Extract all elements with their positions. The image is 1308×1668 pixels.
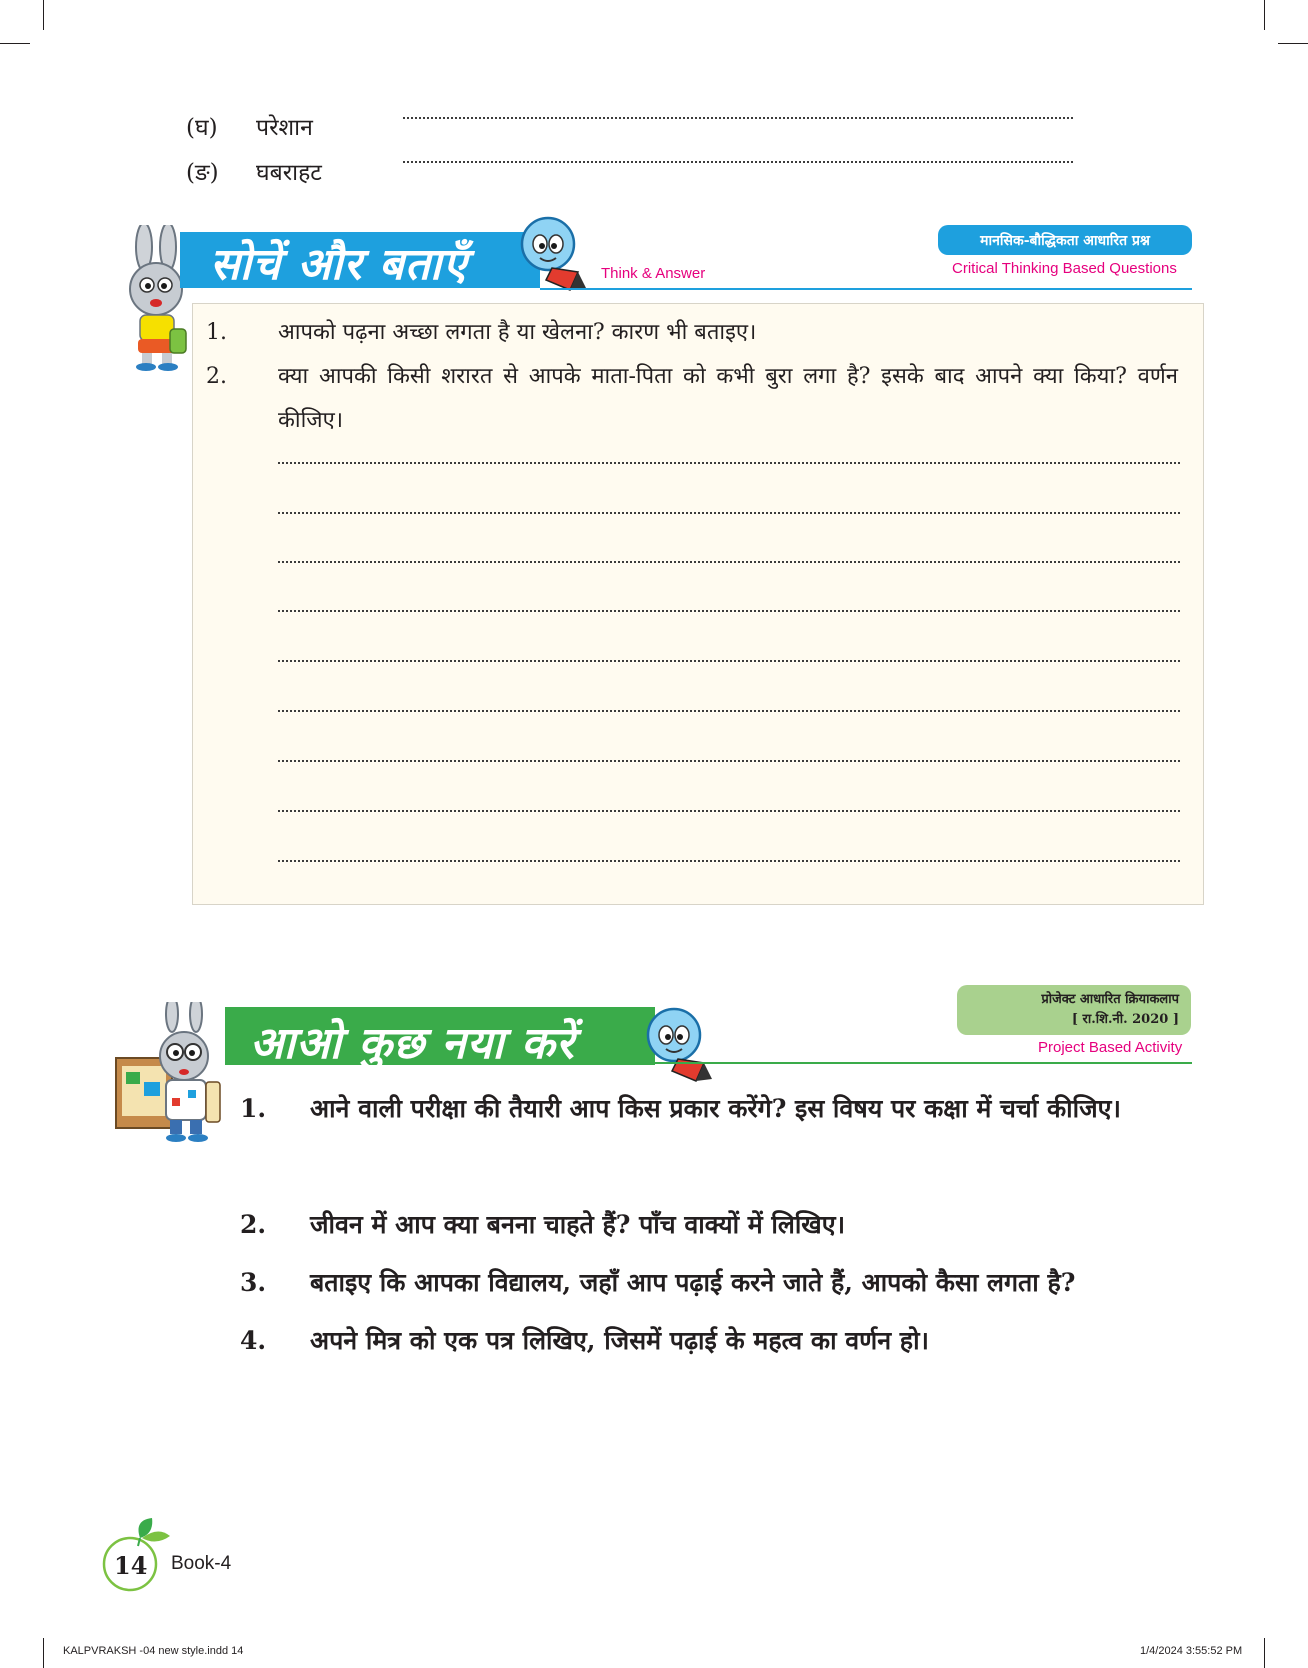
timestamp: 1/4/2024 3:55:52 PM (1140, 1645, 1243, 1657)
bunny-painter-icon (110, 1002, 226, 1144)
think-divider (540, 288, 1192, 290)
answer-line[interactable] (278, 810, 1180, 812)
pencil-mascot-icon (644, 1005, 714, 1083)
activity-heading: आओ कुछ नया करें (250, 1018, 575, 1069)
activity-text: आने वाली परीक्षा की तैयारी आप किस प्रकार करेंगे? इस विषय पर कक्षा में चर्चा कीजिए। (310, 1094, 1121, 1123)
activity-number: 2. (240, 1210, 267, 1239)
think-heading: सोचें और बताएँ (210, 239, 468, 290)
pencil-mascot-icon (518, 214, 588, 292)
answer-line[interactable] (278, 660, 1180, 662)
activity-text: जीवन में आप क्या बनना चाहते हैं? पाँच वाक्यों में लिखिए। (310, 1210, 846, 1239)
think-badge-en: Critical Thinking Based Questions (952, 260, 1177, 277)
book-label: Book-4 (171, 1553, 232, 1574)
answer-line[interactable] (278, 760, 1180, 762)
answer-line[interactable] (403, 117, 1073, 119)
activity-number: 3. (240, 1268, 267, 1297)
activity-badge (957, 985, 1191, 1035)
crop-mark (1264, 1638, 1265, 1668)
think-subheading: Think & Answer (601, 265, 706, 282)
activity-text: बताइए कि आपका विद्यालय, जहाँ आप पढ़ाई करने जाते हैं, आपको कैसा लगता है? (310, 1268, 1076, 1297)
crop-mark (1278, 43, 1308, 44)
question-text: क्या आपकी किसी शरारत से आपके माता-पिता को कभी बुरा लगा है? इसके बाद आपने क्या किया? वर्णन कीजिए। (278, 364, 1178, 433)
row-word: परेशान (256, 115, 313, 141)
answer-line[interactable] (278, 512, 1180, 514)
activity-badge-line1: प्रोजेक्ट आधारित क्रियाकलाप (1041, 992, 1179, 1007)
answer-line[interactable] (278, 561, 1180, 563)
activity-number: 1. (240, 1094, 267, 1123)
crop-mark (0, 43, 30, 44)
crop-mark (43, 0, 44, 30)
answer-line[interactable] (278, 610, 1180, 612)
row-marker: (घ) (186, 115, 218, 141)
activity-divider (655, 1062, 1192, 1064)
activity-number: 4. (240, 1326, 267, 1355)
question-number: 1. (206, 320, 227, 345)
crop-mark (1264, 0, 1265, 30)
page-number: 14 (114, 1551, 148, 1580)
answer-line[interactable] (403, 161, 1073, 163)
answer-line[interactable] (278, 860, 1180, 862)
answer-line[interactable] (278, 710, 1180, 712)
question-number: 2. (206, 364, 227, 389)
row-word: घबराहट (256, 160, 322, 186)
crop-mark (43, 1638, 44, 1668)
activity-badge-line2: [ रा.शि.नी. 2020 ] (1071, 1012, 1179, 1027)
row-marker: (ङ) (186, 160, 219, 186)
question-text: आपको पढ़ना अच्छा लगता है या खेलना? कारण भी बताइए। (278, 320, 757, 345)
activity-text: अपने मित्र को एक पत्र लिखिए, जिसमें पढ़ाई के महत्व का वर्णन हो। (310, 1326, 930, 1355)
file-info: KALPVRAKSH -04 new style.indd 14 (63, 1645, 244, 1657)
answer-line[interactable] (278, 462, 1180, 464)
think-badge: मानसिक-बौद्धिकता आधारित प्रश्न (938, 225, 1192, 255)
activity-badge-en: Project Based Activity (1038, 1039, 1183, 1056)
